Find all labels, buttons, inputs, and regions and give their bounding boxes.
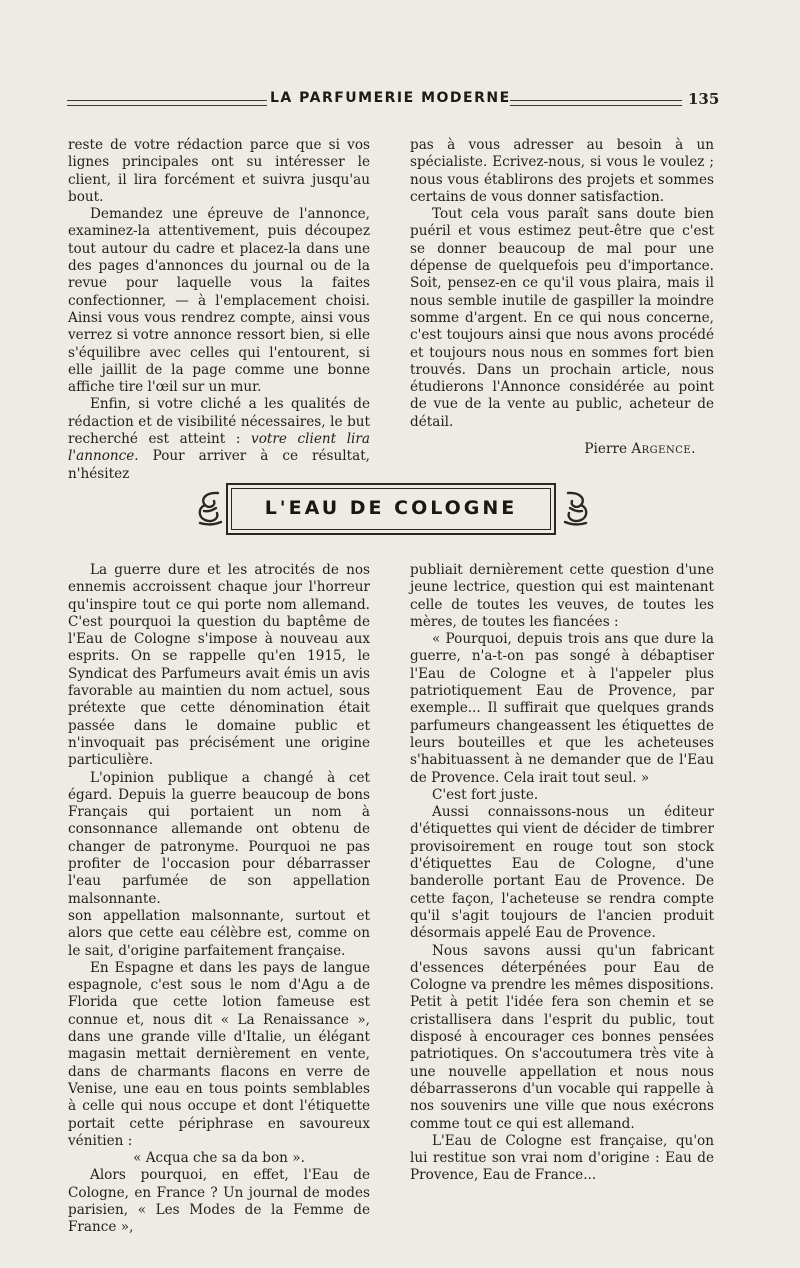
paragraph: Nous savons aussi qu'un fabricant d'essences déterpénées pour Eau de Cologne va prendre les mêmes dispositions. Petit à petit l'idée fera son chemin et se cristallisera dans l'esprit du public, tout disposé à encourager ces bonnes pensées patriotiques. On s'accoutumera très vite à une nouvelle appellation et nous nous débarrasserons d'un vocable qui rappelle à nos souvenirs une ville que nous exécrons comme tout ce qui est allemand. bbox=[410, 942, 714, 1132]
article-title-frame bbox=[226, 483, 556, 535]
running-title: LA PARFUMERIE MODERNE bbox=[270, 90, 511, 106]
article2-column-left bbox=[68, 562, 370, 1237]
quoted-phrase: « Acqua che sa da bon ». bbox=[133, 1150, 305, 1167]
paragraph: « Pourquoi, depuis trois ans que dure la guerre, n'a-t-on pas songé à débaptiser l'Eau de Cologne et à l'appeler plus patriotiquement Eau de Provence, par exemple... Il suffirait que quelques grands parfumeurs changeassent les étiquettes de leurs bouteilles et que les acheteuses s'habituassent à ne demander que de l'Eau de Provence. Cela irait tout seul. » bbox=[410, 631, 714, 786]
right-ornament-icon bbox=[560, 490, 592, 526]
paragraph: La guerre dure et les atrocités de nos ennemis accroissent chaque jour l'horreur qu'inspire tout ce qui porte nom allemand. C'est pourquoi la question du baptême de l'Eau de Cologne s'impose à nouveau aux esprits. On se rappelle qu'en 1915, le Syndicat des Parfumeurs avait émis un avis favorable au maintien du nom actuel, sous prétexte que cette dénomination était passée dans le domaine public et n'invoquait pas précisément une origine particulière. bbox=[68, 562, 370, 769]
header-rule-left bbox=[67, 100, 267, 106]
paragraph: Demandez une épreuve de l'annonce, examinez-la attentivement, puis découpez tout autour du cadre et placez-la dans une des pages d'annonces du journal ou de la revue pour laquelle vous la faites confectionner, — à l'emplacement choisi. Ainsi vous vous rendrez compte, ainsi vous verrez si votre annonce ressort bien, si elle s'équilibre avec celles qui l'entourent, si elle jaillit de la page comme une bonne affiche tire l'œil sur un mur. bbox=[68, 206, 370, 396]
paragraph-text: Enfin, si votre cliché a les qualités de rédaction et de visibilité nécessaires, le but recherché est atteint : bbox=[68, 396, 370, 448]
paragraph: reste de votre rédaction parce que si vos lignes principales ont su intéresser le client, il lira forcément et suivra jusqu'au bout. bbox=[68, 137, 370, 205]
paragraph: C'est fort juste. bbox=[432, 786, 539, 803]
paragraph: Tout cela vous paraît sans doute bien puéril et vous estimez peut-être que c'est se donner beaucoup de mal pour une dépense de quelquefois peu d'importance. Soit, pensez-en ce qu'il vous plaira, mais il nous semble inutile de gaspiller la moindre somme d'argent. En ce qui nous concerne, c'est toujours ainsi que nous avons procédé et toujours nous nous en sommes fort bien trouvés. Dans un prochain article, nous étudierons l'Annonce considérée au point de vue de la vente au public, acheteur de détail. bbox=[410, 206, 714, 430]
paragraph: Alors pourquoi, en effet, l'Eau de Cologne, en France ? Un journal de modes parisien, « Les Modes de la Femme de France », bbox=[68, 1167, 370, 1236]
article1-column-right bbox=[410, 137, 714, 458]
author-signature bbox=[410, 441, 714, 458]
paragraph: publiait dernièrement cette question d'une jeune lectrice, question qui est maintenant celle de toutes les veuves, de toutes les mères, de toutes les fiancées : bbox=[410, 562, 714, 630]
header-rule-right bbox=[510, 100, 682, 106]
paragraph-text: Pour arriver à ce résultat, n'hésitez bbox=[68, 448, 370, 482]
italic-phrase: votre client lira l'annonce. bbox=[68, 431, 370, 465]
author-first-name: Pierre bbox=[584, 441, 627, 458]
page-number: 135 bbox=[688, 90, 720, 108]
article1-column-left bbox=[68, 137, 370, 483]
paragraph bbox=[68, 396, 370, 482]
article-title: L'EAU DE COLOGNE bbox=[264, 497, 518, 519]
paragraph: L'opinion publique a changé à cet égard. Depuis la guerre beaucoup de bons Français qui portaient un nom à consonnance allemande ont obtenu de changer de patronyme. Pourquoi ne pas profiter de l'occasion pour débarrasser l'eau parfumée de son appellation malsonnante. bbox=[68, 769, 370, 907]
paragraph: Aussi connaissons-nous un éditeur d'étiquettes qui vient de décider de timbrer provisoirement en rouge tout son stock d'étiquettes Eau de Cologne, d'une banderolle portant Eau de Provence. De cette façon, l'acheteuse se rendra compte qu'il s'agit toujours de l'ancien produit désormais appelé Eau de Provence. bbox=[410, 804, 714, 942]
article2-column-right bbox=[410, 562, 714, 1185]
paragraph: En Espagne et dans les pays de langue espagnole, c'est sous le nom d'Agu a de Florida que cette lotion fameuse est connue et, nous dit « La Renaissance », dans une grande ville d'Italie, un élégant magasin mettait dernièrement en vente, dans de charmants flacons en verre de Venise, une eau en tous points semblables à celle qui nous occupe et dont l'étiquette portait cette périphrase en savoureux vénitien : bbox=[68, 959, 370, 1149]
paragraph: pas à vous adresser au besoin à un spécialiste. Ecrivez-nous, si vous le voulez ; nous vous établirons des projets et sommes certains de vous donner satisfaction. bbox=[410, 137, 714, 205]
author-last-name: Argence. bbox=[631, 441, 696, 458]
paragraph: L'Eau de Cologne est française, qu'on lui restitue son vrai nom d'origine : Eau de Provence, Eau de France... bbox=[410, 1132, 714, 1184]
left-ornament-icon bbox=[194, 490, 226, 526]
paragraph: son appellation malsonnante, surtout et alors que cette eau célèbre est, comme on le sait, d'origine parfaitement française. bbox=[68, 907, 370, 959]
